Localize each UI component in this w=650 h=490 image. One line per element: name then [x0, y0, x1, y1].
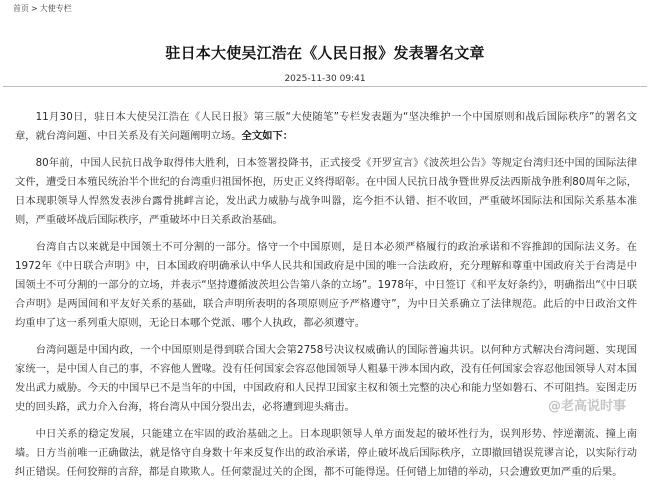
intro-bold-text: 全文如下：	[241, 130, 294, 142]
article-paragraph: 80年前，中国人民抗日战争取得伟大胜利，日本签署投降书，正式接受《开罗宣言》《波茨坦公告》等规定台湾归还中国的国际法律文件，遭受日本殖民统治半个世纪的台湾重归祖国怀抱，历史正义终得昭彰。在中国人民抗日战争暨世界反法西斯战争胜利80周年之际，日本现职领导人悍然发表涉台露骨挑衅言论，发出武力威胁与战争叫嚣，迄今拒不认错、拒不收回，严重破坏国际法和国际关系基本准则，严重破坏战后国际秩序，严重破坏中日关系政治基础。	[15, 157, 637, 226]
breadcrumb-separator: >	[31, 4, 38, 13]
intro-text: 11月30日，驻日本大使吴江浩在《人民日报》第三版“大使随笔”专栏发表题为“坚决维护一个中国原则和战后国际秩序”的署名文章，就台湾问题、中日关系及有关问题阐明立场。	[15, 111, 637, 142]
article-body	[15, 108, 637, 490]
breadcrumb-section-link[interactable]: 大使专栏	[39, 4, 72, 13]
article-paragraph: 台湾自古以来就是中国领土不可分割的一部分。恪守一个中国原则，是日本必须严格履行的政治承诺和不容推卸的国际法义务。在1972年《中日联合声明》中，日本国政府明确承认中华人民共和国政府是中国的唯一合法政府，充分理解和尊重中国政府关于台湾是中国领土不可分割的一部分的立场，并表示“坚持遵循波茨坦公告第八条的立场”。1978年，中日签订《和平友好条约》，明确指出“《中日联合声明》是两国间和平友好关系的基础，联合声明所表明的各项原则应予严格遵守”，为中日关系确立了法律规范。此后的中日政治文件均重申了这一系列重大原则，无论日本哪个党派、哪个人执政，都必须遵守。	[15, 241, 637, 329]
article-datetime: 2025-11-30 09:41	[284, 74, 366, 84]
breadcrumb-home-link[interactable]: 首页	[13, 4, 29, 13]
title-divider	[3, 86, 647, 87]
article-title: 驻日本大使吴江浩在《人民日报》发表署名文章	[165, 44, 485, 62]
article-paragraph: 台湾问题是中国内政，一个中国原则是得到联合国大会第2758号决议权威确认的国际普遍共识。以何种方式解决台湾问题、实现国家统一，是中国人自己的事，不容他人置喙。没有任何国家会容忍他国领导人粗暴干涉本国内政，没有任何国家会容忍他国领导人对本国发出武力威胁。今天的中国早已不是当年的中国，中国政府和人民捍卫国家主权和领土完整的决心和能力坚如磐石、不可阻挡。妄图走历史的回头路，武力介入台海，将台湾从中国分裂出去，必将遭到迎头痛击。	[15, 344, 637, 413]
article-paragraph: 中日关系的稳定发展，只能建立在牢固的政治基础之上。日本现职领导人单方面发起的破坏性行为，误判形势、悖逆潮流、撞上南墙。日方当前唯一正确做法，就是恪守自身数十年来反复作出的政治承诺，停止破坏战后国际秩序，立即撤回错误荒谬言论，以实际行动纠正错误。任何狡辩的言辞，都是自欺欺人。任何蒙混过关的企图，都不可能得逞。任何错上加错的举动，只会遭致更加严重的后果。	[15, 428, 637, 478]
watermark: @老高说时事	[548, 399, 627, 414]
article-intro	[15, 108, 637, 146]
breadcrumb	[13, 3, 72, 14]
